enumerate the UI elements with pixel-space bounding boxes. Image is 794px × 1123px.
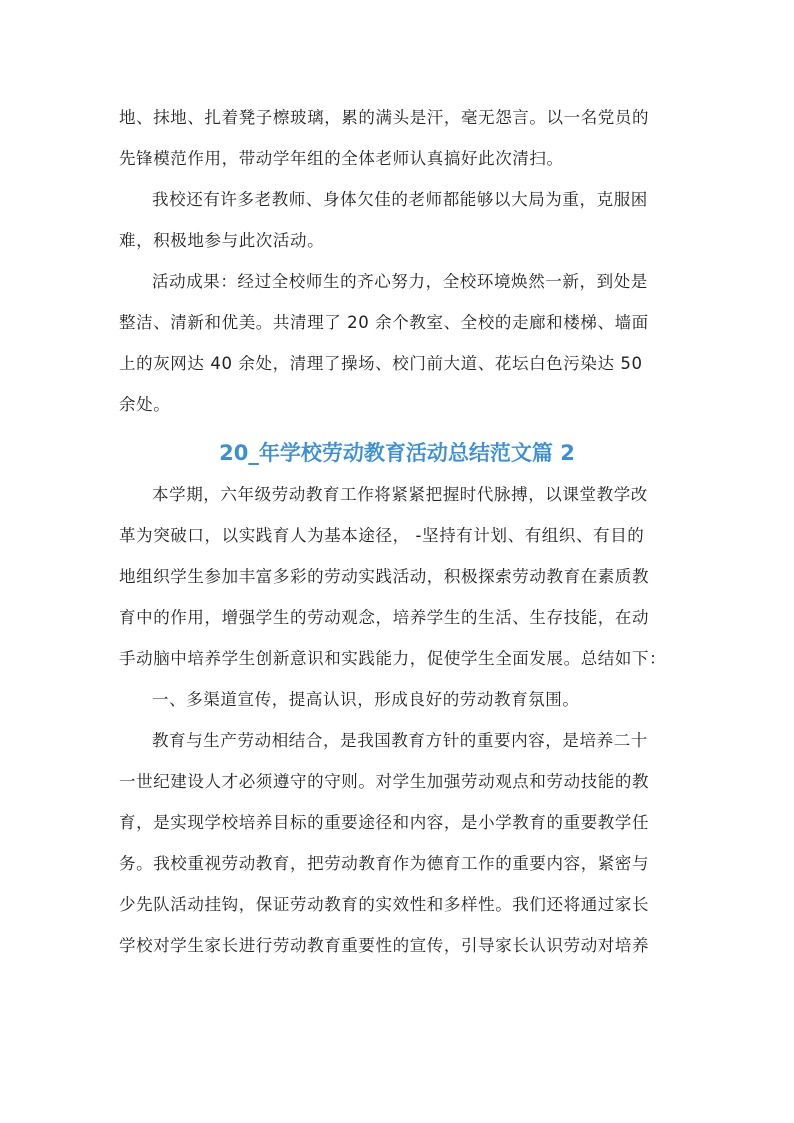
text-line: 先锋模范作用，带动学年组的全体老师认真搞好此次清扫。 (119, 149, 564, 168)
section-heading: 20_年学校劳动教育活动总结范文篇 2 (219, 441, 575, 465)
text-line: 活动成果：经过全校师生的齐心努力，全校环境焕然一新，到处是 (152, 272, 648, 291)
text-line: 一、多渠道宣传，提高认识，形成良好的劳动教育氛围。 (152, 690, 580, 709)
text-line: 地组织学生参加丰富多彩的劳动实践活动，积极探索劳动教育在素质教 (119, 567, 650, 586)
text-line: 难，积极地参与此次活动。 (119, 231, 325, 250)
text-line: 地、抹地、扎着凳子檫玻璃，累的满头是汗，毫无怨言。以一名党员的 (119, 108, 650, 127)
text-line: 学校对学生家长进行劳动教育重要性的宣传，引导家长认识劳动对培养 (119, 936, 650, 955)
section-1-body (119, 97, 675, 425)
text-line: 上的灰网达 40 余处，清理了操场、校门前大道、花坛白色污染达 50 (119, 354, 643, 373)
text-line: 我校还有许多老教师、身体欠佳的老师都能够以大局为重，克服困 (152, 190, 648, 209)
text-line: 余处。 (119, 395, 171, 414)
text-line: 少先队活动挂钩，保证劳动教育的实效性和多样性。我们还将通过家长 (119, 895, 650, 914)
section-2-body (119, 474, 675, 966)
text-line: 育，是实现学校培养目标的重要途径和内容，是小学教育的重要教学任 (119, 813, 650, 832)
text-line: 本学期，六年级劳动教育工作将紧紧把握时代脉搏，以课堂教学改 (152, 485, 648, 504)
text-line: 革为突破口，以实践育人为基本途径， -坚持有计划、有组织、有目的 (119, 526, 645, 545)
text-line: 教育与生产劳动相结合，是我国教育方针的重要内容，是培养二十 (152, 731, 648, 750)
text-line: 育中的作用，增强学生的劳动观念，培养学生的生活、生存技能，在动 (119, 608, 650, 627)
text-line: 手动脑中培养学生创新意识和实践能力，促使学生全面发展。总结如下： (119, 649, 667, 668)
text-line: 整洁、清新和优美。共清理了 20 余个教室、全校的走廊和楼梯、墙面 (119, 313, 649, 332)
text-line: 务。我校重视劳动教育，把劳动教育作为德育工作的重要内容，紧密与 (119, 854, 650, 873)
text-line: 一世纪建设人才必须遵守的守则。对学生加强劳动观点和劳动技能的教 (119, 772, 650, 791)
